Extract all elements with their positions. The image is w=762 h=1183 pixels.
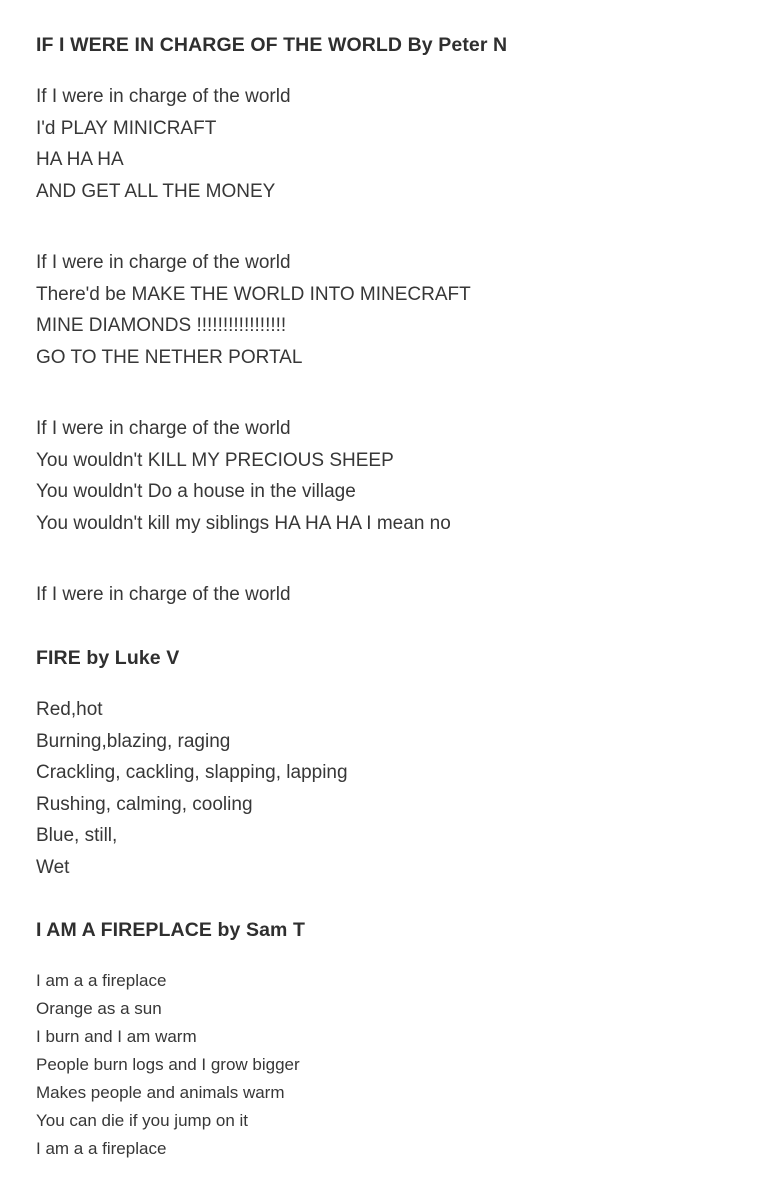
poem-line: You can die if you jump on it: [36, 1110, 249, 1130]
poem-stanza: [36, 694, 726, 883]
poem-line: If I were in charge of the world: [36, 86, 291, 108]
poem-section: [36, 647, 726, 883]
poem-line: You wouldn't Do a house in the village: [36, 481, 356, 503]
poem-stanza: [36, 579, 726, 611]
poem-line: I am a a fireplace: [36, 1138, 167, 1158]
poem-title: IF I WERE IN CHARGE OF THE WORLD By Peter N: [36, 34, 508, 56]
poem-line: GO TO THE NETHER PORTAL: [36, 346, 303, 368]
poem-line: Blue, still,: [36, 825, 118, 847]
poem-stanza: [36, 967, 726, 1163]
poem-list: [36, 34, 726, 1163]
poem-line: Wet: [36, 856, 70, 878]
poem-stanza: [36, 81, 726, 207]
poem-title: I AM A FIREPLACE by Sam T: [36, 919, 306, 942]
poem-line: Makes people and animals warm: [36, 1082, 285, 1102]
poem-line: You wouldn't KILL MY PRECIOUS SHEEP: [36, 449, 394, 471]
poem-line: If I were in charge of the world: [36, 418, 291, 440]
poem-line: I burn and I am warm: [36, 1026, 197, 1046]
poem-line: If I were in charge of the world: [36, 584, 291, 606]
poem-section: [36, 919, 726, 1162]
poem-stanza: [36, 413, 726, 539]
poem-line: Rushing, calming, cooling: [36, 793, 253, 815]
poem-line: Burning,blazing, raging: [36, 730, 231, 752]
poem-line: You wouldn't kill my siblings HA HA HA I mean no: [36, 512, 451, 534]
poem-line: There'd be MAKE THE WORLD INTO MINECRAFT: [36, 283, 471, 305]
poem-stanza: [36, 247, 726, 373]
poem-line: HA HA HA: [36, 149, 124, 171]
poem-line: Crackling, cackling, slapping, lapping: [36, 762, 348, 784]
poem-line: I am a a fireplace: [36, 970, 167, 990]
poem-line: MINE DIAMONDS !!!!!!!!!!!!!!!!!: [36, 315, 287, 337]
poem-line: People burn logs and I grow bigger: [36, 1054, 300, 1074]
poem-line: I'd PLAY MINICRAFT: [36, 117, 217, 139]
poem-line: AND GET ALL THE MONEY: [36, 180, 276, 202]
poem-line: Red,hot: [36, 699, 103, 721]
poem-line: If I were in charge of the world: [36, 252, 291, 274]
poem-section: [36, 34, 726, 611]
poem-line: Orange as a sun: [36, 998, 162, 1018]
poem-title: FIRE by Luke V: [36, 646, 180, 669]
